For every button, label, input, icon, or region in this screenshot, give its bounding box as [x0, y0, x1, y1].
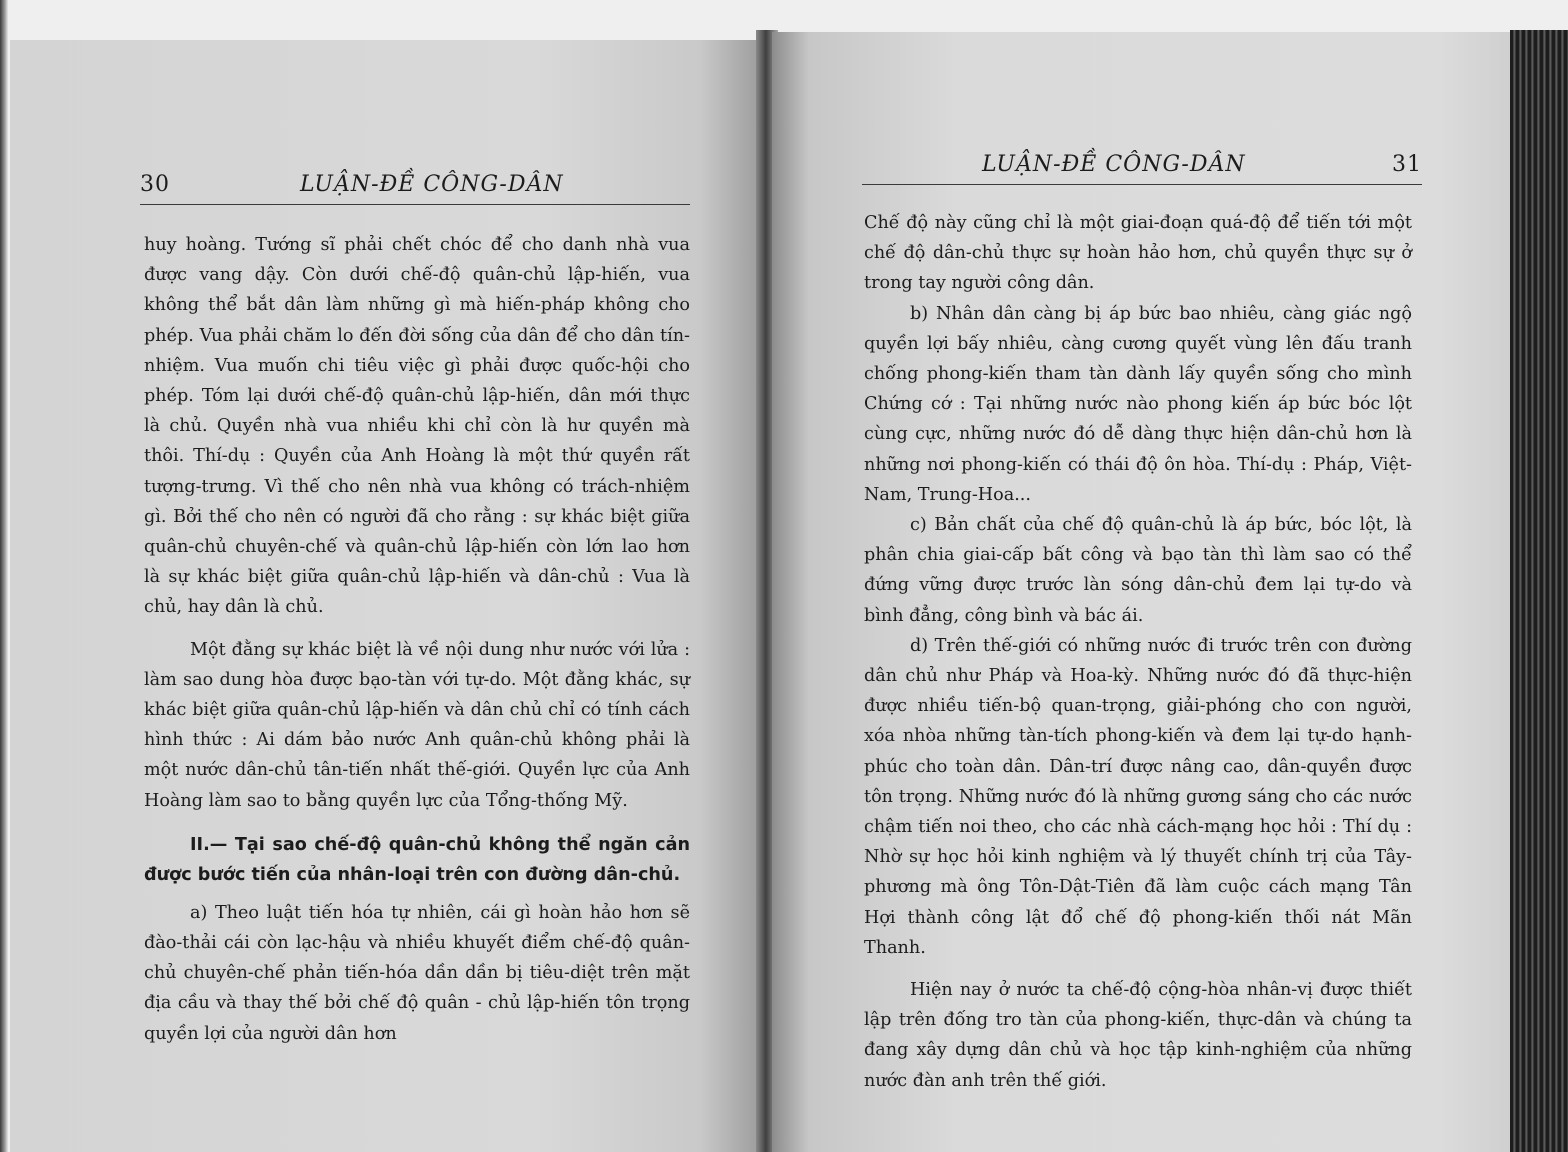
- left-page: [10, 40, 760, 1152]
- right-page-number: 31: [1392, 152, 1422, 177]
- left-paragraph-a: a) Theo luật tiến hóa tự nhiên, cái gì hoàn hảo hơn sẽ đào-thải cái còn lạc-hậu và nhiều khuyết điểm chế-độ quân-chủ chuyên-chế phản tiến-hóa dần dần bị tiêu-diệt trên mặt địa cầu và thay thế bởi chế độ quân - chủ lập-hiến tôn trọng quyền lợi của người dân hơn: [144, 902, 690, 1044]
- right-paragraph-c: c) Bản chất của chế độ quân-chủ là áp bức, bóc lột, là phân chia giai-cấp bất công và bạo tàn thì làm sao có thể đứng vững được trước làn sóng dân-chủ đem lại tự-do và bình đẳng, công bình và bác ái.: [864, 515, 1412, 626]
- right-paragraph-b: b) Nhân dân càng bị áp bức bao nhiêu, càng giác ngộ quyền lợi bấy nhiêu, càng cương quyết vùng lên đấu tranh chống phong-kiến tham tàn dành lấy quyền sống cho mình Chứng cớ : Tại những nước nào phong kiến áp bức bóc lột cùng cực, những nước đó dễ dàng thực hiện dân-chủ hơn là những nơi phong-kiến có thái độ ôn hòa. Thí-dụ : Pháp, Việt-Nam, Trung-Hoa...: [864, 303, 1412, 505]
- left-paragraph-2: Một đằng sự khác biệt là về nội dung như nước với lửa : làm sao dung hòa được bạo-tàn với tự-do. Một đằng khác, sự khác biệt giữa quân-chủ lập-hiến và dân chủ chỉ có tính cách hình thức : Ai dám bảo nước Anh quân-chủ không phải là một nước dân-chủ tân-tiến nhất thế-giới. Quyền lực của Anh Hoàng làm sao to bằng quyền lực của Tổng-thống Mỹ.: [144, 639, 690, 811]
- left-page-number: 30: [140, 172, 170, 197]
- scan-left-shadow: [0, 0, 8, 1152]
- left-page-text: [144, 230, 690, 1049]
- right-page: [772, 32, 1512, 1152]
- section-heading-ii: II.— Tại sao chế-độ quân-chủ không thể ngăn cản được bước tiến của nhân-loại trên con đường dân-chủ.: [144, 834, 690, 885]
- right-paragraph-final: Hiện nay ở nước ta chế-độ cộng-hòa nhân-vị được thiết lập trên đống tro tàn của phong-kiến, thực-dân và chúng ta đang xây dựng dân chủ và học tập kinh-nghiệm của những nước đàn anh trên thế giới.: [864, 980, 1412, 1091]
- left-page-header: [140, 170, 690, 205]
- right-page-text: [864, 208, 1412, 1096]
- right-paragraph-intro: Chế độ này cũng chỉ là một giai-đoạn quá-độ để tiến tới một chế độ dân-chủ thực sự hoàn hảo hơn, chủ quyền thực sự ở trong tay người công dân.: [864, 213, 1412, 294]
- right-running-title: LUẬN-ĐỀ CÔNG-DÂN: [982, 152, 1246, 177]
- left-running-title: LUẬN-ĐỀ CÔNG-DÂN: [300, 172, 564, 197]
- right-paragraph-d: d) Trên thế-giới có những nước đi trước trên con đường dân chủ như Pháp và Hoa-kỳ. Những nước đó đã thực-hiện được nhiều tiến-bộ quan-trọng, giải-phóng cho con người, xóa nhòa những tàn-tích phong-kiến và đem lại tự-do hạnh-phúc cho toàn dân. Dân-trí được nâng cao, dân-quyền được tôn trọng. Những nước đó là những gương sáng cho các nước chậm tiến noi theo, cho các nhà cách-mạng học hỏi : Thí dụ : Nhờ sự học hỏi kinh nghiệm và lý thuyết chính trị của Tây-phương mà ông Tôn-Dật-Tiên đã làm cuộc cách mạng Tân Hợi thành công lật đổ chế độ phong-kiến thối nát Mãn Thanh.: [864, 635, 1412, 958]
- book-page-edges: [1510, 30, 1568, 1152]
- right-page-header: [862, 150, 1422, 185]
- left-paragraph-1: huy hoàng. Tướng sĩ phải chết chóc để cho danh nhà vua được vang dậy. Còn dưới chế-độ quân-chủ lập-hiến, vua không thể bắt dân làm những gì mà hiến-pháp không cho phép. Vua phải chăm lo đến đời sống của dân để cho dân tín-nhiệm. Vua muốn chi tiêu việc gì phải được quốc-hội cho phép. Tóm lại dưới chế-độ quân-chủ lập-hiến, dân mới thực là chủ. Quyền nhà vua nhiều khi chỉ còn là hư quyền mà thôi. Thí-dụ : Quyền của Anh Hoàng là một thứ quyền rất tượng-trưng. Vì thế cho nên nhà vua không có trách-nhiệm gì. Bởi thế cho nên có người đã cho rằng : sự khác biệt giữa quân-chủ chuyên-chế và quân-chủ lập-hiến còn lớn lao hơn là sự khác biệt giữa quân-chủ lập-hiến và dân-chủ : Vua là chủ, hay dân là chủ.: [144, 235, 690, 618]
